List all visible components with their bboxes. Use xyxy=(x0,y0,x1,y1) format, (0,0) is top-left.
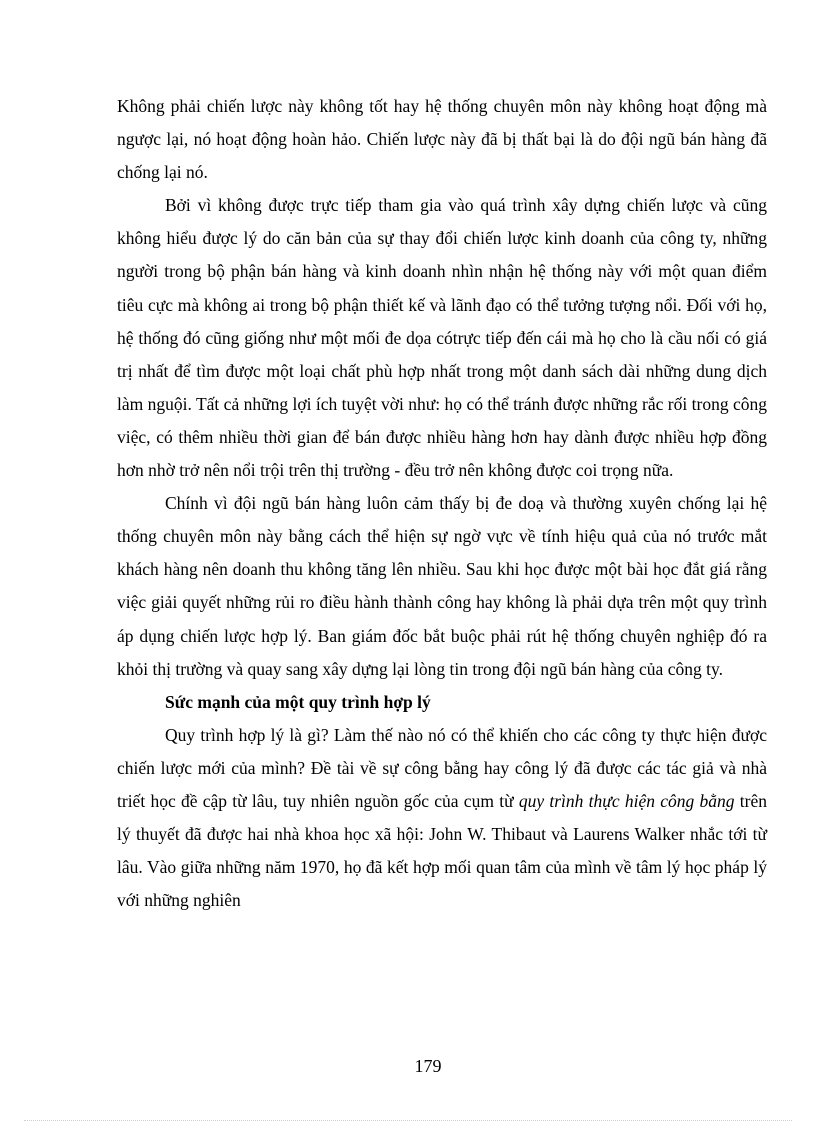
section-heading: Sức mạnh của một quy trình hợp lý xyxy=(165,691,431,712)
page-bottom-divider xyxy=(24,1120,792,1121)
fair-process-text-start: Quy trình hợp lý là gì? Làm thế nào nó có thể khiến cho các công ty thực hiện được chiến lược mới của mình? Đề tài về sự công bằng hay công lý đã được các tác giả và nhà triết học đề cập từ lâu, tuy nhiên nguồn gốc của cụm từ xyxy=(117,724,767,811)
paragraph-intro: Không phải chiến lược này không tốt hay hệ thống chuyên môn này không hoạt động mà ngược lại, nó hoạt động hoàn hảo. Chiến lược này đã bị thất bại là do đội ngũ bán hàng đã chống lại nó. xyxy=(117,96,767,183)
body-text xyxy=(117,90,767,917)
page-number: 179 xyxy=(414,1056,442,1076)
paragraph-fair-process xyxy=(117,719,767,918)
fair-process-term: quy trình thực hiện công bằng xyxy=(518,790,735,811)
paragraph-sales-team-view: Bởi vì không được trực tiếp tham gia vào quá trình xây dựng chiến lược và cũng không hiểu được lý do căn bản của sự thay đổi chiến lược kinh doanh của công ty, những người trong bộ phận bán hàng và kinh doanh nhìn nhận hệ thống này với một quan điểm tiêu cực mà không ai trong bộ phận thiết kế và lãnh đạo có thể tưởng tượng nổi. Đối với họ, hệ thống đó cũng giống như một mối đe dọa cótrực tiếp đến cái mà họ cho là cầu nối có giá trị nhất để tìm được một loại chất phù hợp nhất trong một danh sách dài những dung dịch làm nguội. Tất cả những lợi ích tuyệt vời như: họ có thể tránh được những rắc rối trong công việc, có thêm nhiều thời gian để bán được nhiều hàng hơn hay dành được nhiều hợp đồng hơn nhờ trở nên nổi trội trên thị trường - đều trở nên không được coi trọng nữa. xyxy=(117,195,767,481)
paragraph-lesson-learned: Chính vì đội ngũ bán hàng luôn cảm thấy bị đe doạ và thường xuyên chống lại hệ thống chuyên môn này bằng cách thể hiện sự ngờ vực về tính hiệu quả của nó trước mắt khách hàng nên doanh thu không tăng lên nhiều. Sau khi học được một bài học đắt giá rằng việc giải quyết những rủi ro điều hành thành công hay không là phải dựa trên một quy trình áp dụng chiến lược hợp lý. Ban giám đốc bắt buộc phải rút hệ thống chuyên nghiệp đó ra khỏi thị trường và quay sang xây dựng lại lòng tin trong đội ngũ bán hàng của công ty. xyxy=(117,493,767,679)
fair-process-text-end: trên lý thuyết đã được hai nhà khoa học xã hội: John W. Thibaut và Laurens Walker nhắc tới từ lâu. Vào giữa những năm 1970, họ đã kết hợp mối quan tâm của mình về tâm lý học pháp lý với những nghiên xyxy=(117,790,768,911)
